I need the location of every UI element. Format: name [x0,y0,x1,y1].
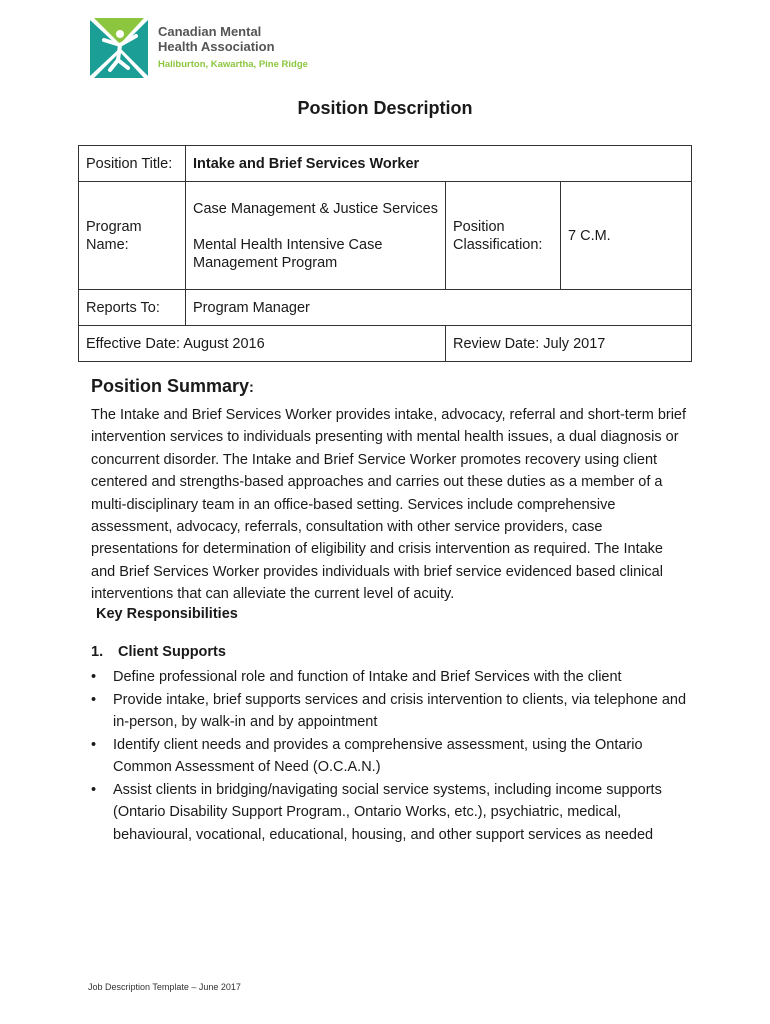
position-title-label: Position Title: [79,146,186,182]
cmha-emblem-icon [90,18,148,78]
program-name-value [186,182,446,290]
list-item [91,779,691,847]
program-name-label: Program Name: [79,182,186,290]
section-title: Client Supports [118,644,226,660]
section-number: 1. [91,644,104,660]
logo-wordmark [158,24,308,72]
program-name-line-1: Case Management & Justice Services [193,200,438,217]
logo-line-2: Health Association [158,39,275,54]
bullet-icon: • [91,736,97,753]
cmha-logo [90,18,310,82]
list-item [91,734,691,779]
position-info-table [78,145,692,362]
list-item-text: Identify client needs and provides a comprehensive assessment, using the Ontario Common Assessment of Need (O.C.A.N.) [113,736,643,775]
table-row [79,182,692,290]
page-title: Position Description [297,98,473,118]
table-row [79,326,692,362]
list-item [91,689,691,734]
bullet-icon: • [91,669,97,685]
bullet-icon: • [91,691,97,708]
logo-subtitle: Haliburton, Kawartha, Pine Ridge [158,59,308,70]
logo-line-1: Canadian Mental [158,24,262,39]
page-footer: Job Description Template – June 2017 [88,982,241,992]
client-supports-list [91,666,691,846]
effective-date: Effective Date: August 2016 [79,326,446,362]
summary-heading-text: Position Summary [91,376,250,396]
list-item [91,666,691,689]
list-item-text: Provide intake, brief supports services and crisis intervention to clients, via telephone and in-person, by walk-in and by appointment [113,691,687,730]
reports-to-label: Reports To: [79,290,186,326]
position-title-value: Intake and Brief Services Worker [186,146,692,182]
classification-value: 7 C.M. [561,182,692,290]
classification-label: Position Classification: [446,182,561,290]
position-summary-text: The Intake and Brief Services Worker provides intake, advocacy, referral and short-term brief intervention services to individuals presenting with mental health issues, a dual diagnosis or concurrent disorder. The Intake and Brief Service Worker promotes recovery using client centered and strengths-based approaches and carries out these duties as a member of a multi-disciplinary team in an office-based setting. Services include comprehensive assessment, advocacy, referrals, consultation with other service providers, case presentations for determination of eligibility and crisis intervention as required. The Intake and Brief Services Worker provides individuals with brief service evidenced based clinical interventions that can alleviate the current level of acuity. [91,407,687,603]
summary-heading-colon: : [249,380,254,396]
list-item-text: Define professional role and function of Intake and Brief Services with the client [113,669,622,685]
section-heading-client-supports [91,644,226,660]
table-row [79,146,692,182]
key-responsibilities-heading: Key Responsibilities [96,606,238,622]
review-date: Review Date: July 2017 [446,326,692,362]
bullet-icon: • [91,781,97,798]
reports-to-value: Program Manager [186,290,692,326]
table-row [79,290,692,326]
program-name-line-2: Mental Health Intensive Case Management Program [193,236,383,271]
position-summary-heading [91,376,254,397]
list-item-text: Assist clients in bridging/navigating social service systems, including income supports (Ontario Disability Support Program., Ontario Works, etc.), psychiatric, medical, behavioural, vocational, educational, housing, and other support services as needed [113,781,662,843]
